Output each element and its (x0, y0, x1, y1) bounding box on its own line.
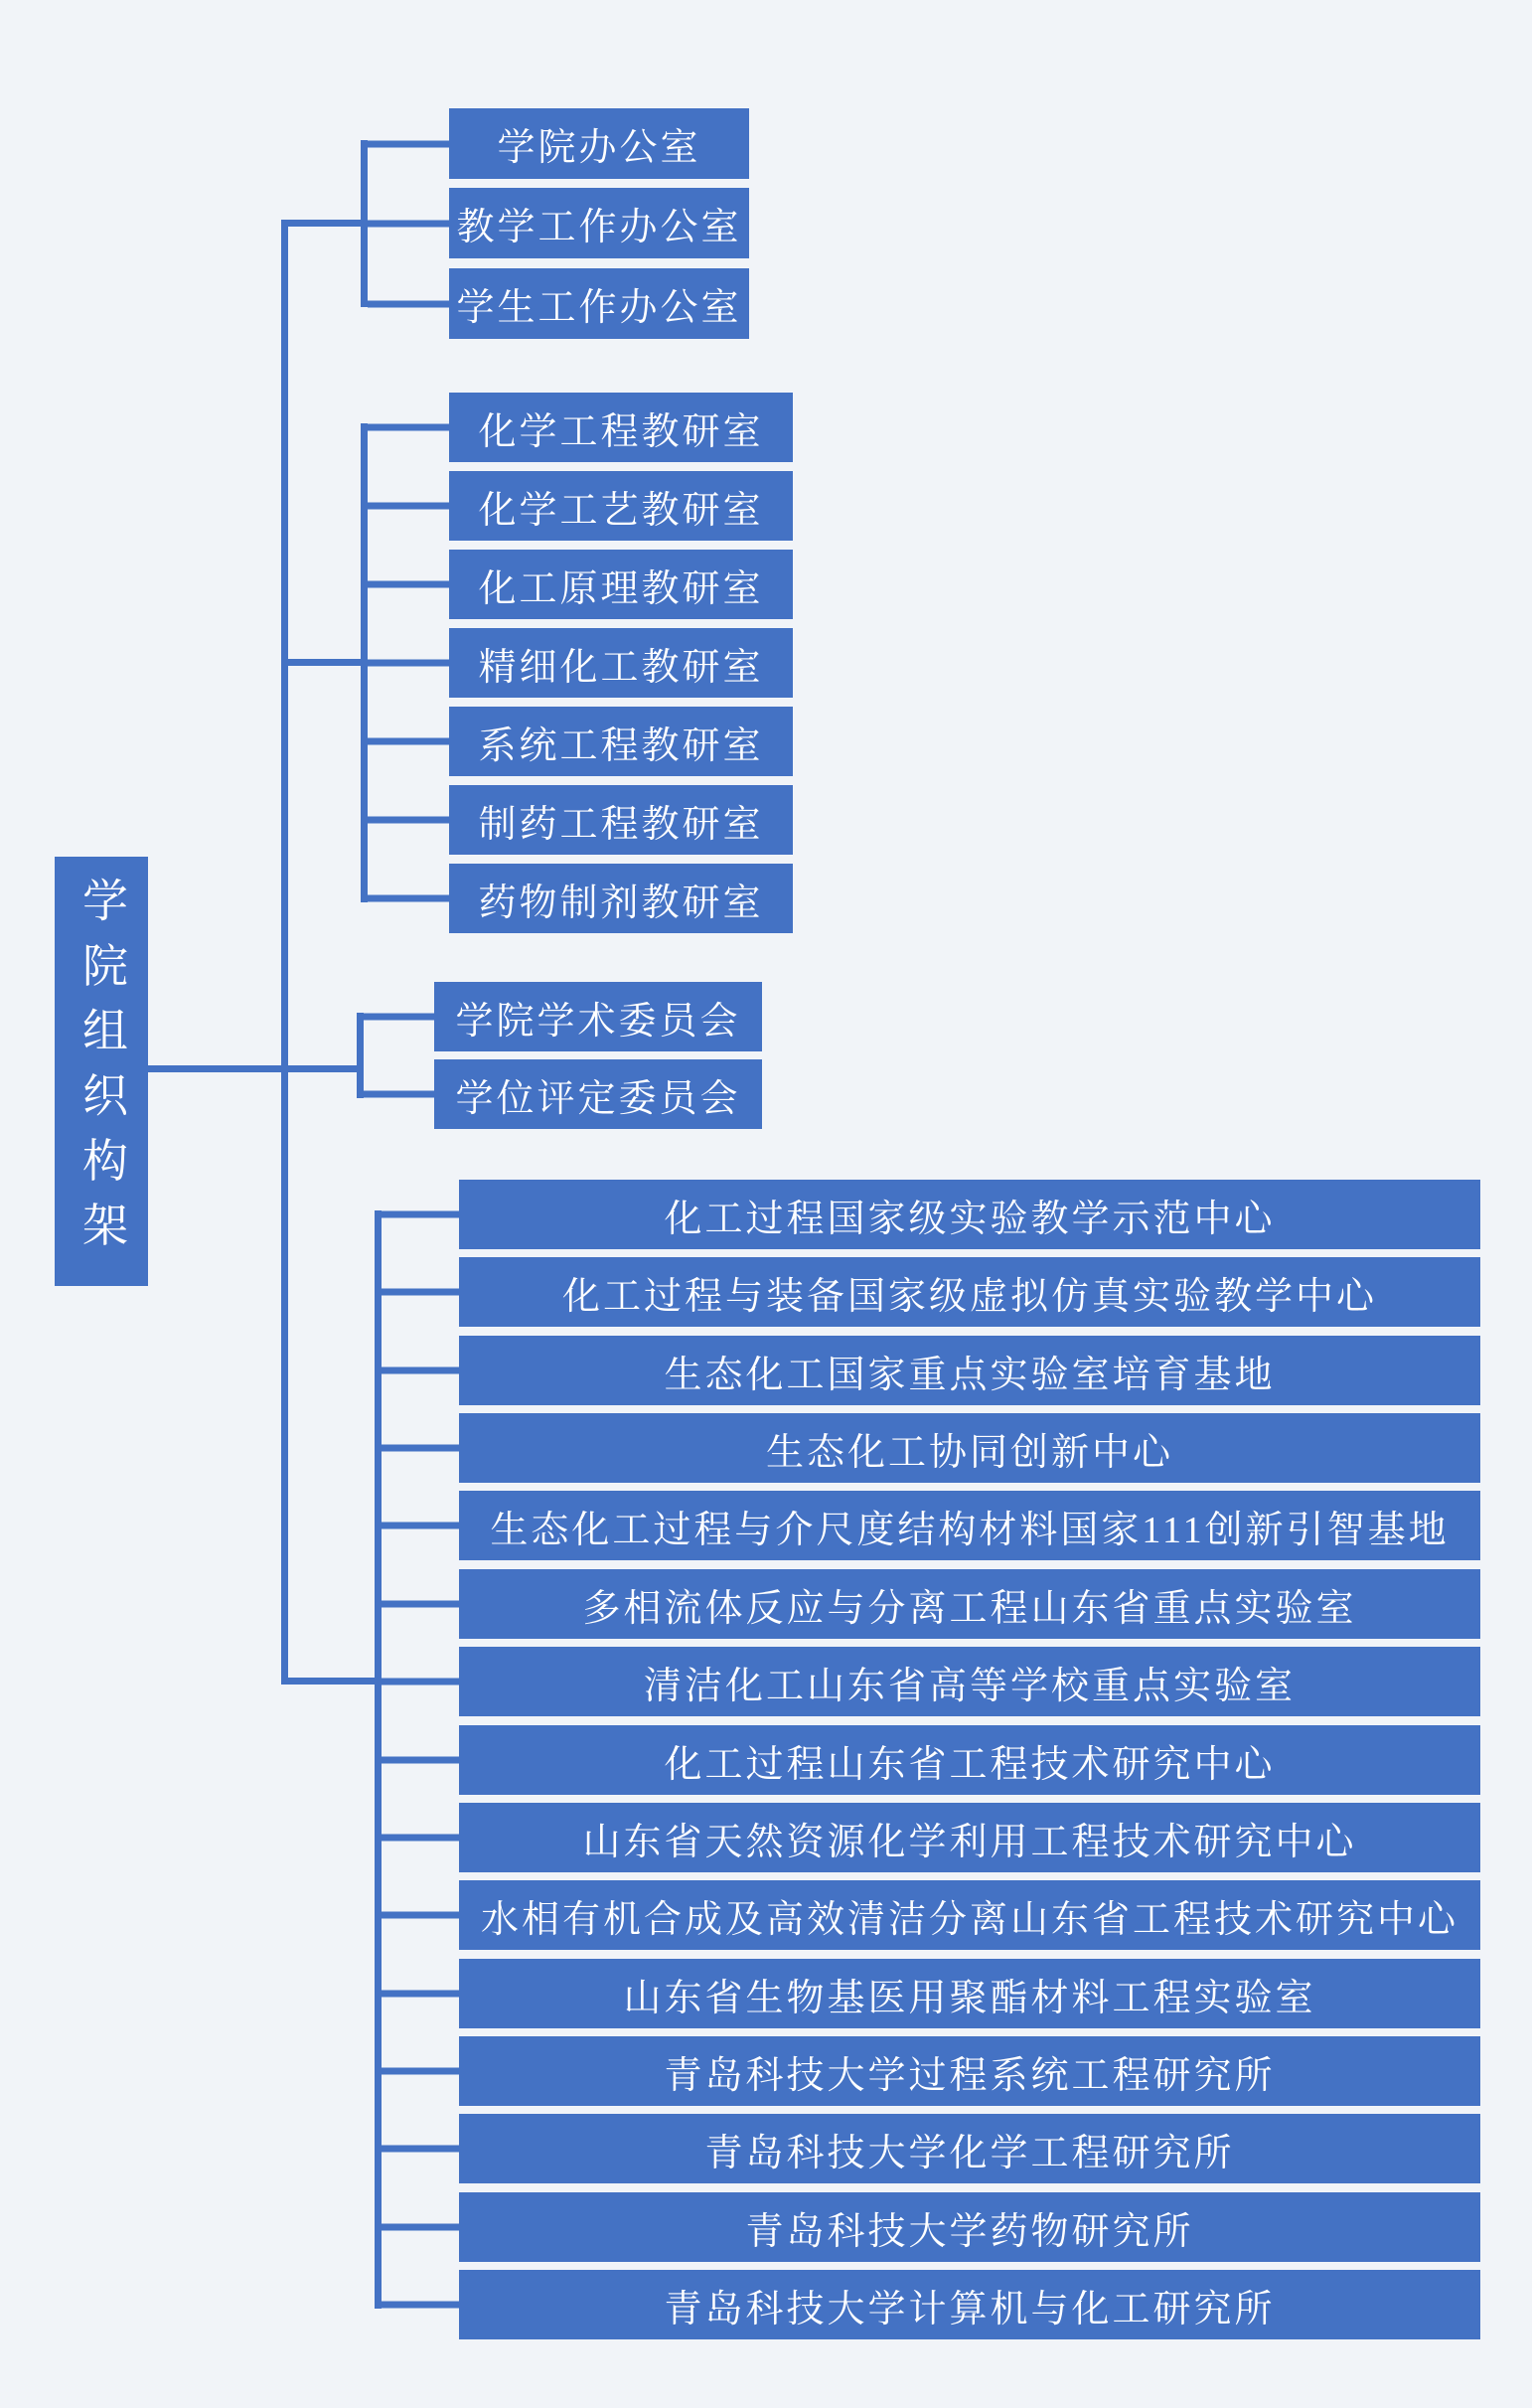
connector-group1 (281, 220, 368, 227)
org-node-platform-12: 青岛科技大学过程系统工程研究所 (459, 2036, 1480, 2106)
org-node-platform-7: 清洁化工山东省高等学校重点实验室 (459, 1647, 1480, 1716)
org-node-section-2: 化学工艺教研室 (449, 471, 793, 541)
org-node-section-4: 精细化工教研室 (449, 628, 793, 698)
org-node-platform-6: 多相流体反应与分离工程山东省重点实验室 (459, 1569, 1480, 1639)
org-node-section-7: 药物制剂教研室 (449, 864, 793, 933)
connector-trunk (281, 220, 288, 1685)
bracket-group3 (357, 1013, 364, 1098)
org-node-platform-11: 山东省生物基医用聚酯材料工程实验室 (459, 1959, 1480, 2028)
org-node-platform-10: 水相有机合成及高效清洁分离山东省工程技术研究中心 (459, 1880, 1480, 1950)
bracket-group1 (361, 140, 368, 307)
connector-root-to-trunk-and-group3 (148, 1065, 364, 1072)
org-node-committee-1: 学院学术委员会 (434, 982, 762, 1051)
org-node-committee-2: 学位评定委员会 (434, 1059, 762, 1129)
org-node-platform-2: 化工过程与装备国家级虚拟仿真实验教学中心 (459, 1257, 1480, 1327)
org-node-platform-5: 生态化工过程与介尺度结构材料国家111创新引智基地 (459, 1491, 1480, 1560)
org-node-platform-9: 山东省天然资源化学利用工程技术研究中心 (459, 1803, 1480, 1872)
connector-group4 (281, 1678, 382, 1685)
org-node-platform-8: 化工过程山东省工程技术研究中心 (459, 1725, 1480, 1795)
org-node-office-2: 教学工作办公室 (449, 188, 749, 258)
org-node-platform-1: 化工过程国家级实验教学示范中心 (459, 1180, 1480, 1249)
org-node-section-3: 化工原理教研室 (449, 550, 793, 619)
org-node-platform-15: 青岛科技大学计算机与化工研究所 (459, 2270, 1480, 2339)
org-root-node: 学院组织构架 (55, 857, 148, 1286)
org-node-office-1: 学院办公室 (449, 108, 749, 179)
bracket-group4 (375, 1210, 382, 2309)
org-node-section-1: 化学工程教研室 (449, 393, 793, 462)
org-node-platform-14: 青岛科技大学药物研究所 (459, 2192, 1480, 2262)
org-node-section-6: 制药工程教研室 (449, 785, 793, 855)
org-node-platform-13: 青岛科技大学化学工程研究所 (459, 2114, 1480, 2183)
bracket-group2 (361, 423, 368, 902)
connector-group2 (281, 659, 368, 666)
org-node-office-3: 学生工作办公室 (449, 268, 749, 339)
org-node-section-5: 系统工程教研室 (449, 707, 793, 776)
org-node-platform-3: 生态化工国家重点实验室培育基地 (459, 1336, 1480, 1405)
org-node-platform-4: 生态化工协同创新中心 (459, 1413, 1480, 1483)
